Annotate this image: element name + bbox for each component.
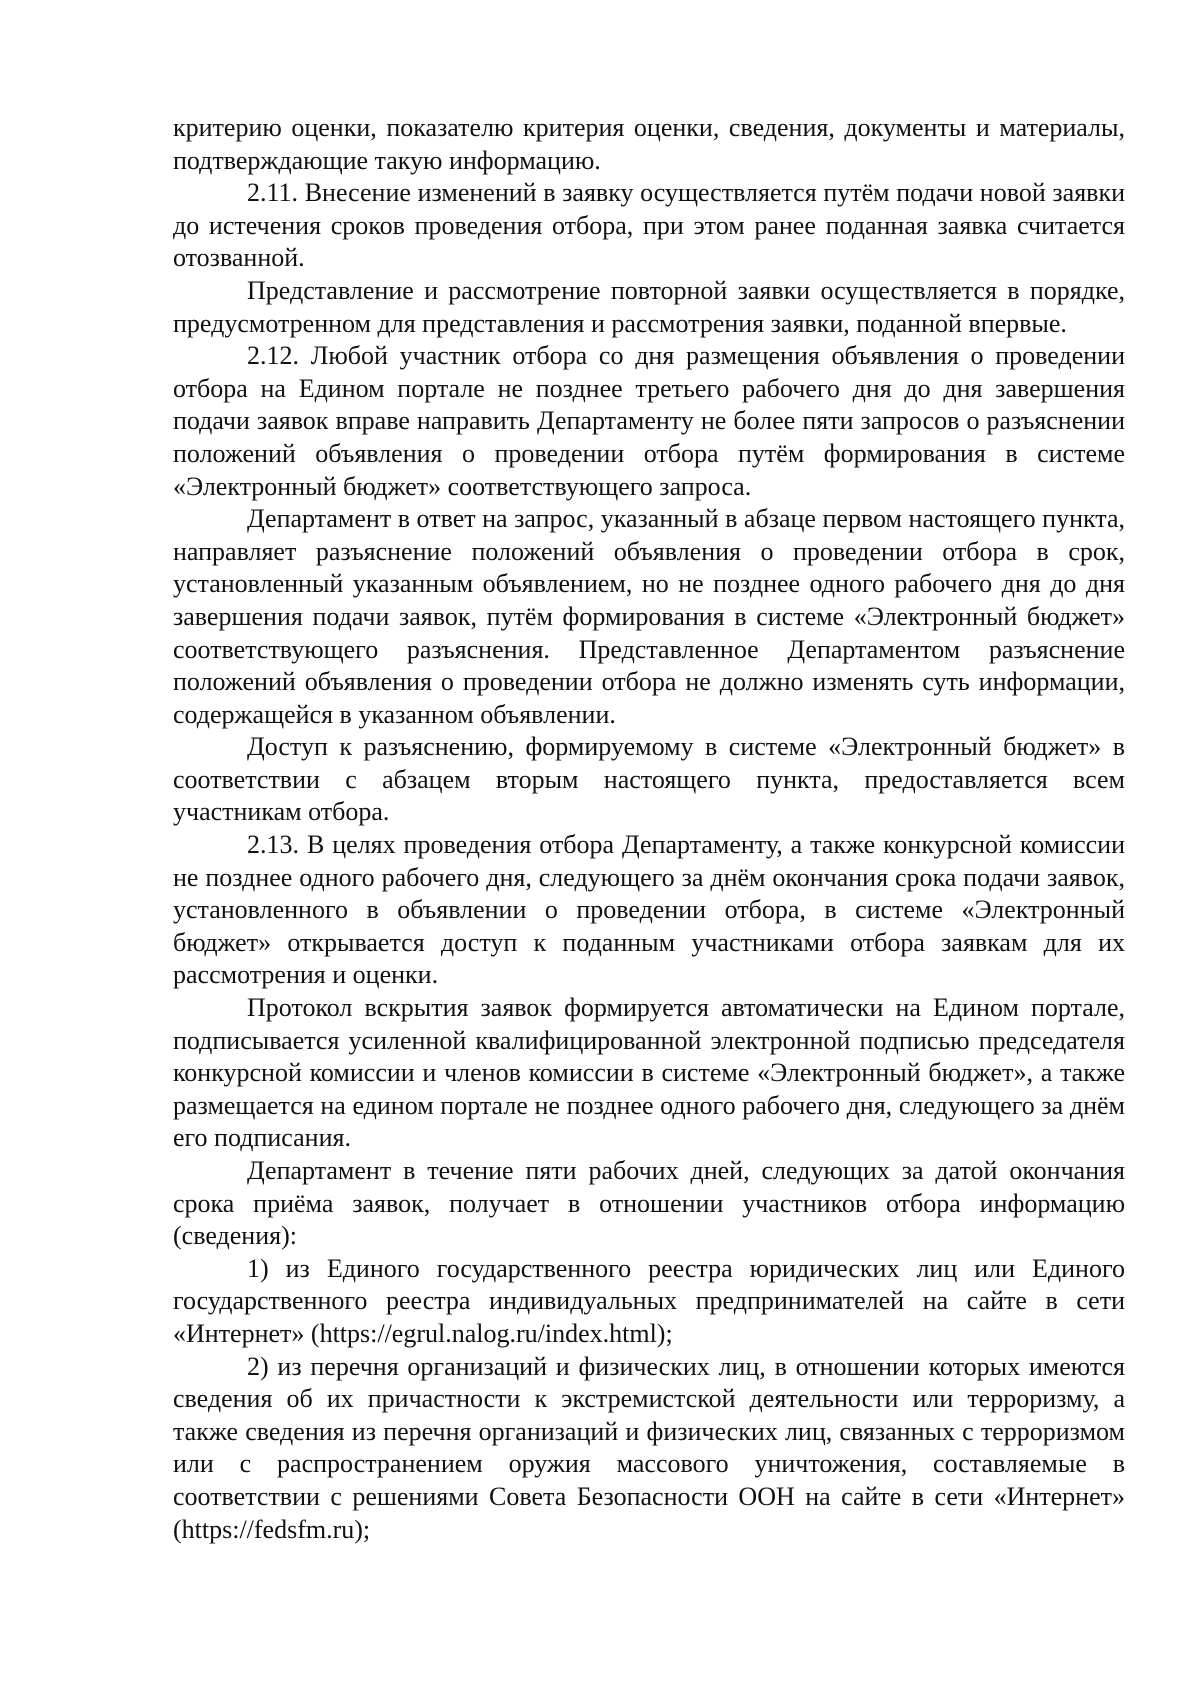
paragraph-criteria-continuation: критерию оценки, показателю критерия оценки, сведения, документы и материалы, подтверждающие такую информацию.	[173, 113, 1125, 175]
document-page	[173, 112, 1125, 1546]
list-item-1: 1) из Единого государственного реестра юридических лиц или Единого государственного реестра индивидуальных предпринимателей на сайте в сети «Интернет» (https://egrul.nalog.ru/index.html);	[173, 1253, 1125, 1348]
paragraph-access-clarification: Доступ к разъяснению, формируемому в системе «Электронный бюджет» в соответствии с абзацем вторым настоящего пункта, предоставляется всем участникам отбора.	[173, 732, 1125, 827]
paragraph-department-response: Департамент в ответ на запрос, указанный в абзаце первом настоящего пункта, направляет разъяснение положений объявления о проведении отбора в срок, установленный указанным объявлением, но не позднее одного рабочего дня до дня завершения подачи заявок, путём формирования в системе «Электронный бюджет» соответствующего разъяснения. Представленное Департаментом разъяснение положений объявления о проведении отбора не должно изменять суть информации, содержащейся в указанном объявлении.	[173, 504, 1125, 729]
paragraph-department-information: Департамент в течение пяти рабочих дней, следующих за датой окончания срока приёма заявок, получает в отношении участников отбора информацию (сведения):	[173, 1156, 1125, 1251]
list-item-2: 2) из перечня организаций и физических лиц, в отношении которых имеются сведения об их причастности к экстремистской деятельности или терроризму, а также сведения из перечня организаций и физических лиц, связанных с терроризмом или с распространением оружия массового уничтожения, составляемые в соответствии с решениями Совета Безопасности ООН на сайте в сети «Интернет» (https://fedsfm.ru);	[173, 1351, 1125, 1544]
paragraph-2-12: 2.12. Любой участник отбора со дня размещения объявления о проведении отбора на Едином портале не позднее третьего рабочего дня до дня завершения подачи заявок вправе направить Департаменту не более пяти запросов о разъяснении положений объявления о проведении отбора путём формирования в системе «Электронный бюджет» соответствующего запроса.	[173, 341, 1125, 501]
paragraph-2-11: 2.11. Внесение изменений в заявку осуществляется путём подачи новой заявки до истечения сроков проведения отбора, при этом ранее поданная заявка считается отозванной.	[173, 178, 1125, 273]
paragraph-opening-protocol: Протокол вскрытия заявок формируется автоматически на Едином портале, подписывается усиленной квалифицированной электронной подписью председателя конкурсной комиссии и членов комиссии в системе «Электронный бюджет», а также размещается на едином портале не позднее одного рабочего дня, следующего за днём его подписания.	[173, 993, 1125, 1153]
paragraph-repeat-application: Представление и рассмотрение повторной заявки осуществляется в порядке, предусмотренном для представления и рассмотрения заявки, поданной впервые.	[173, 275, 1125, 338]
paragraph-2-13: 2.13. В целях проведения отбора Департаменту, а также конкурсной комиссии не позднее одного рабочего дня, следующего за днём окончания срока подачи заявок, установленного в объявлении о проведении отбора, в системе «Электронный бюджет» открывается доступ к поданным участниками отбора заявкам для их рассмотрения и оценки.	[173, 830, 1125, 990]
